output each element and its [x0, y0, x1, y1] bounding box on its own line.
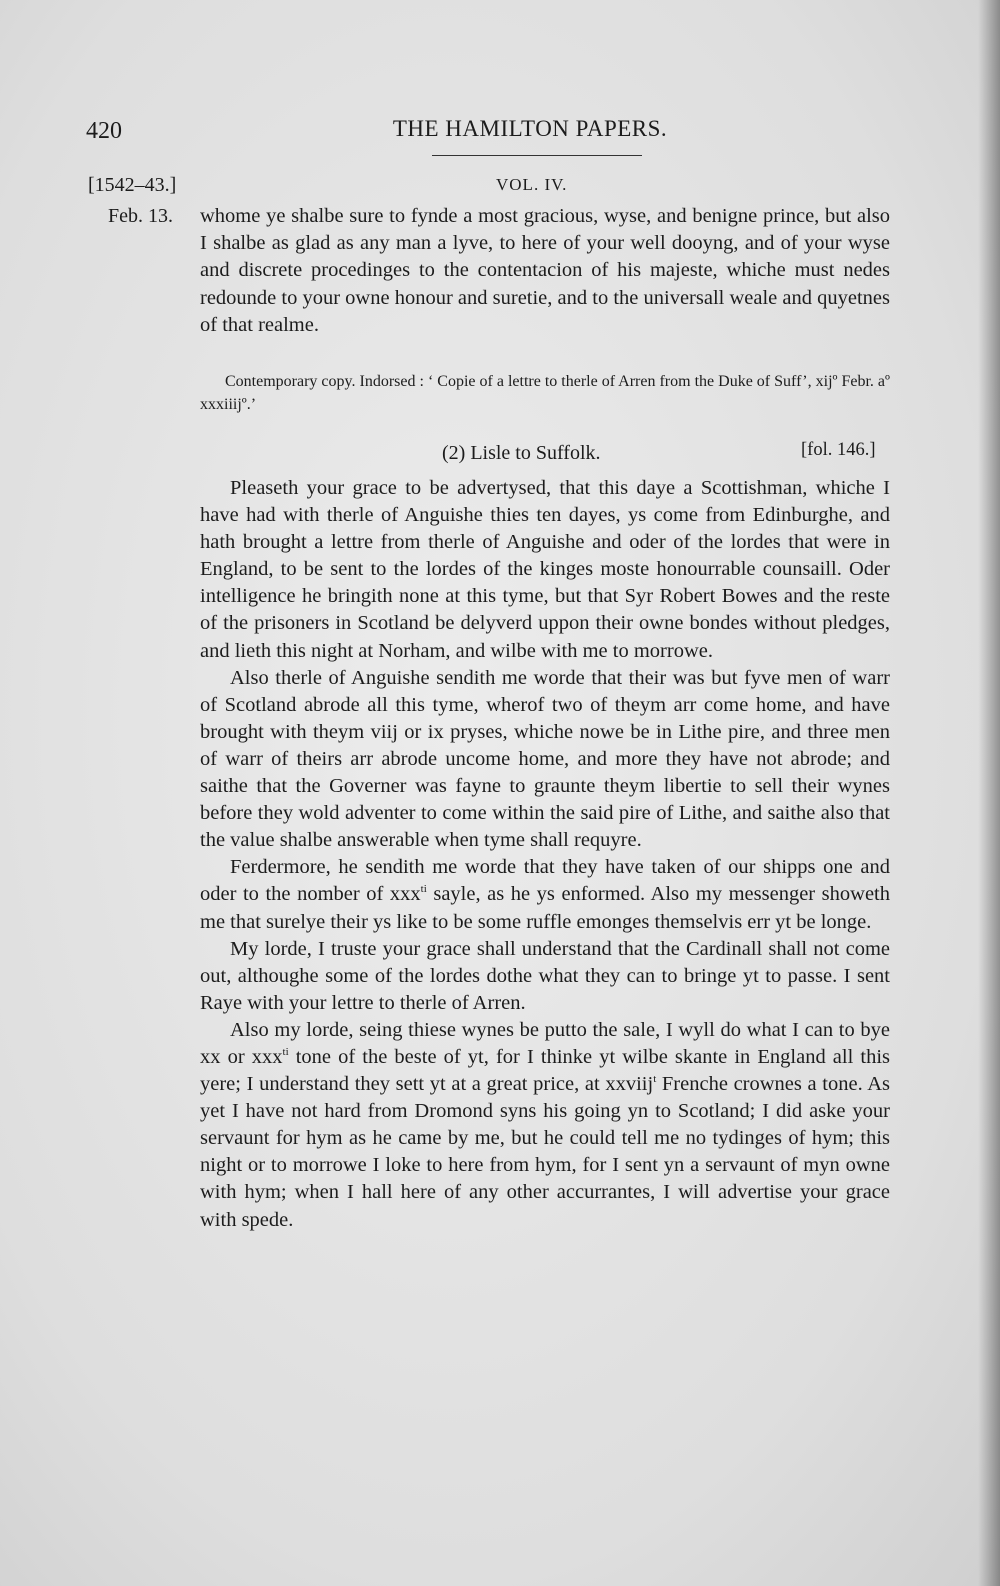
letter-title: (2) Lisle to Suffolk.: [442, 442, 601, 464]
letter-1-closing: [200, 203, 890, 339]
letter-2-body: [200, 475, 890, 1234]
page-number: 420: [86, 118, 122, 144]
folio-reference: [fol. 146.]: [801, 440, 876, 460]
text-run: Frenche crownes a tone. As yet I have not hard from Dromond syns his going yn to Scotland; I did aske your servaunt for hym as he came by me, but he could tell me no tydinges of hym; this night or to morrowe I loke to here from hym, for I sent yn a servaunt of myn owne with hym; when I hall here of any other accurrantes, I will advertise your grace with spede.: [200, 1073, 890, 1231]
superscript: t: [653, 1073, 657, 1086]
page-gutter-shadow: [978, 0, 1000, 1586]
running-title: THE HAMILTON PAPERS.: [392, 116, 668, 141]
text-run: tone of the beste of yt, for I thinke yt wilbe skante in England all this yere; I understand they sett yt at a great price, at xxviij: [200, 1045, 890, 1096]
volume-label: VOL. IV.: [496, 175, 568, 194]
superscript: ti: [282, 1045, 289, 1058]
text-run: sayle, as he ys enformed. Also my messenger showeth me that surelye their ys like to be some ruffle emonges themselvis err yt be longe.: [200, 883, 890, 933]
editorial-note: Contemporary copy. Indorsed : ‘ Copie of a lettre to therle of Arren from the Duke of Suff’, xijº Febr. aº xxxiiijº.’: [200, 373, 890, 413]
superscript: ti: [420, 883, 427, 896]
paragraph: Pleaseth your grace to be advertysed, that this daye a Scottishman, whiche I have had with therle of Anguishe thies ten dayes, ys come from Edinburghe, and hath brought a lettre from therle of Anguishe and oder of the lordes that were in England, to be sent to the lordes of the kinges moste honourrable counsaill. Oder intelligence he bringith none at this tyme, but that Syr Robert Bowes and the reste of the prisoners in Scotland be delyverd uppon their owne bondes without pledges, and lieth this night at Norham, and wilbe with me to morrowe.: [200, 477, 890, 662]
paragraph: [200, 1017, 890, 1234]
paragraph: [200, 854, 890, 935]
margin-date: Feb. 13.: [108, 205, 173, 227]
header-rule: [432, 155, 642, 156]
paragraph: Also therle of Anguishe sendith me worde that their was but fyve men of warr of Scotland abrode all this tyme, wherof two of theym arr come home, and have brought with theym viij or ix pryses, whiche nowe be in Lithe pire, and three men of warr of theirs arr abrode uncome home, and more they have not abrode; and saithe that the Governer was fayne to graunte theym libertie to sell their wynes before they wold adventer to come within the said pire of Lithe, and saithe also that the value shalbe answerable when tyme shall requyre.: [200, 666, 890, 852]
text-run: Ferdermore, he sendith me worde that they have taken of our shipps one and oder to the nomber of xxx: [200, 856, 890, 906]
paragraph: whome ye shalbe sure to fynde a most gracious, wyse, and benigne prince, but also I shalbe as glad as any man a lyve, to here of your well dooyng, and of your wyse and discrete procedinges to the contentacion of his majeste, whiche must nedes redounde to your owne honour and suretie, and to the universall weale and quyetnes of that realme.: [200, 205, 890, 336]
date-range: [1542–43.]: [88, 174, 177, 196]
text-run: Also my lorde, seing thiese wynes be putto the sale, I wyll do what I can to bye xx or xxx: [200, 1018, 890, 1068]
paragraph: My lorde, I truste your grace shall understand that the Cardinall shall not come out, althoughe some of the lordes dothe what they can to bringe yt to passe. I sent Raye with your lettre to therle of Arren.: [200, 937, 890, 1014]
